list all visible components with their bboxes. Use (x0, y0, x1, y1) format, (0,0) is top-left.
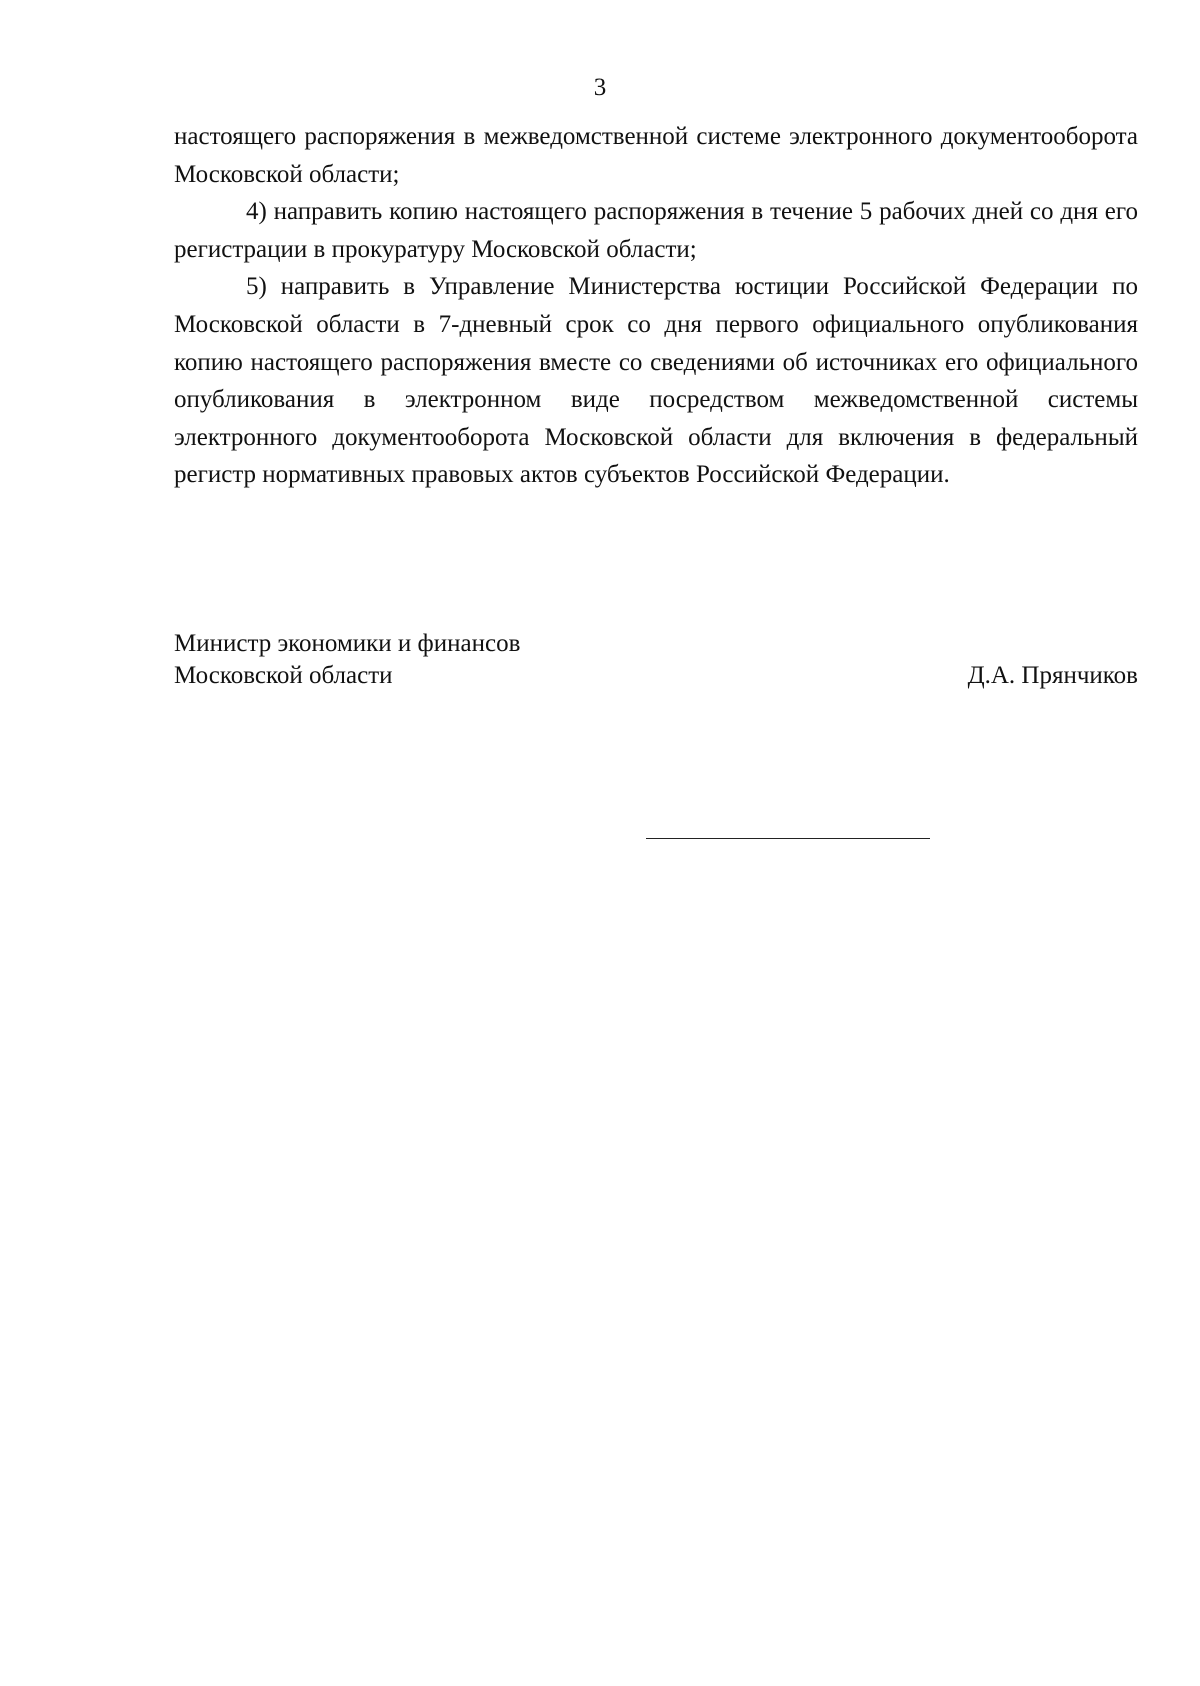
body-text (174, 118, 1138, 494)
signatory-position-line2: Московской области (174, 662, 393, 689)
paragraph-item-5: 5) направить в Управление Министерства юстиции Российской Федерации по Московской области в 7-дневный срок со дня первого официального опубликования копию настоящего распоряжения вместе со сведениями об источниках его официального опубликования в электронном виде посредством межведомственной системы электронного документооборота Московской области для включения в федеральный регистр нормативных правовых актов субъектов Российской Федерации. (174, 273, 1138, 489)
end-of-document-rule (646, 838, 930, 839)
signature-row (174, 660, 1138, 692)
paragraph-item-4: 4) направить копию настоящего распоряжения в течение 5 рабочих дней со дня его регистрации в прокуратуру Московской области; (174, 198, 1138, 263)
signatory-position-line1: Министр экономики и финансов (174, 630, 521, 657)
signatory-name: Д.А. Прянчиков (967, 662, 1138, 689)
paragraph-continuation: настоящего распоряжения в межведомственной системе электронного документооборота Московской области; (174, 123, 1138, 188)
signature-block (174, 628, 1138, 692)
page-number: 3 (593, 74, 607, 101)
